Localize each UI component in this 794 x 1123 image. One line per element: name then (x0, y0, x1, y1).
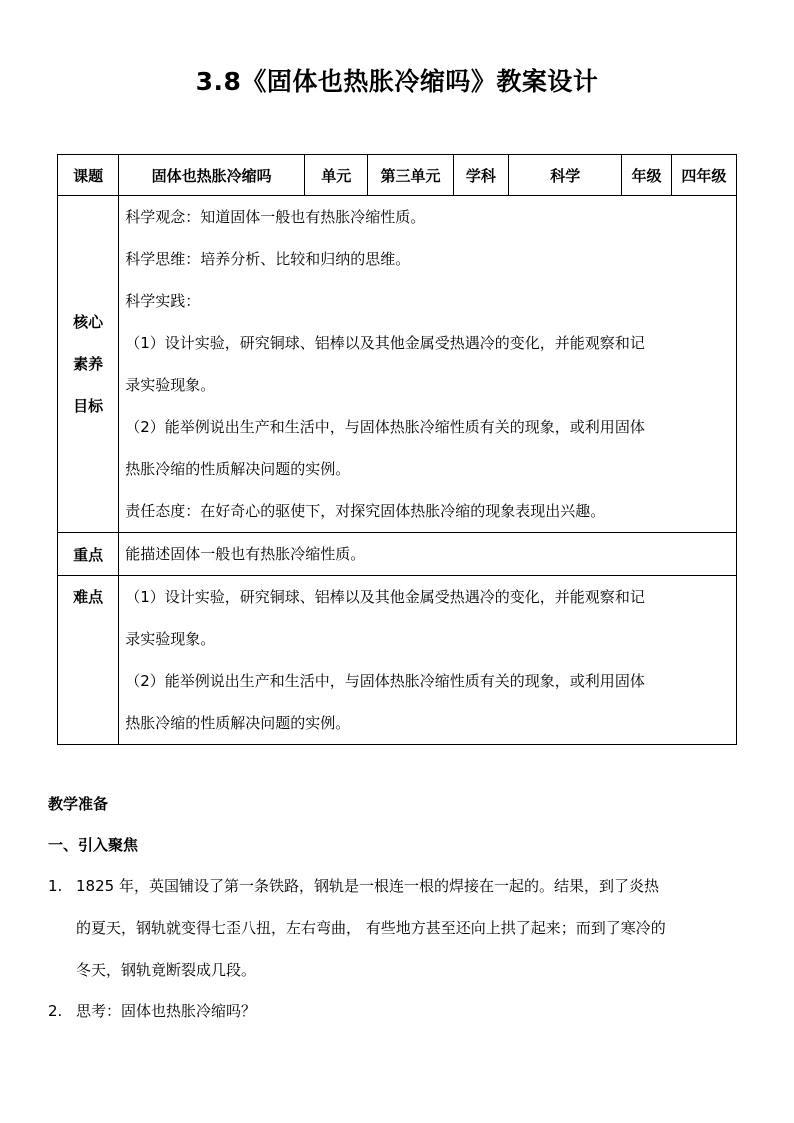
core-line: 科学观念：知道固体一般也有热胀冷缩性质。 (125, 208, 426, 226)
core-line: （2）能举例说出生产和生活中，与固体热胀冷缩性质有关的现象，或利用固体 (125, 418, 645, 436)
table-header-row (58, 155, 737, 196)
core-line: 录实验现象。 (125, 376, 216, 394)
item-1-number: 1. (48, 877, 63, 895)
item-1-line: 的夏天，钢轨就变得七歪八扭，左右弯曲， 有些地方甚至还向上拱了起来；而到了寒冷的 (76, 919, 666, 937)
subject-value: 科学 (508, 155, 622, 196)
core-label-line-3: 目标 (73, 397, 104, 415)
item-1-line: 冬天，钢轨竟断裂成几段。 (76, 961, 257, 979)
difficulty-line: 录实验现象。 (125, 630, 216, 648)
core-line: 热胀冷缩的性质解决问题的实例。 (125, 460, 351, 478)
unit-label: 单元 (305, 155, 368, 196)
core-goals-row (58, 196, 737, 533)
page-title: 3.8《固体也热胀冷缩吗》教案设计 (195, 67, 599, 96)
unit-value: 第三单元 (368, 155, 453, 196)
key-point-row (58, 533, 737, 576)
core-goals-content (119, 196, 737, 533)
topic-value: 固体也热胀冷缩吗 (119, 155, 305, 196)
lesson-info-table (57, 154, 737, 745)
difficulty-line: （1）设计实验，研究铜球、铝棒以及其他金属受热遇冷的变化，并能观察和记 (125, 588, 645, 606)
core-line: （1）设计实验，研究铜球、铝棒以及其他金属受热遇冷的变化，并能观察和记 (125, 334, 645, 352)
item-2-line: 思考：固体也热胀冷缩吗？ (76, 1002, 257, 1020)
difficulty-content (119, 576, 737, 745)
core-line: 责任态度：在好奇心的驱使下，对探究固体热胀冷缩的现象表现出兴趣。 (125, 502, 606, 520)
difficulty-line: 热胀冷缩的性质解决问题的实例。 (125, 714, 351, 732)
teaching-prep-heading: 教学准备 (48, 795, 109, 813)
list-item-1 (48, 865, 748, 991)
key-point-label: 重点 (58, 533, 119, 576)
list-item-2 (48, 990, 748, 1032)
item-2-number: 2. (48, 1002, 63, 1020)
difficulty-label-text: 难点 (73, 588, 104, 606)
core-line: 科学思维：培养分析、比较和归纳的思维。 (125, 250, 411, 268)
subject-label: 学科 (453, 155, 508, 196)
section-1-heading: 一、引入聚焦 (48, 836, 139, 854)
key-point-text: 能描述固体一般也有热胀冷缩性质。 (119, 533, 737, 576)
difficulty-line: （2）能举例说出生产和生活中，与固体热胀冷缩性质有关的现象，或利用固体 (125, 672, 645, 690)
topic-label: 课题 (58, 155, 119, 196)
grade-label: 年级 (622, 155, 671, 196)
core-label-line-1: 核心 (73, 313, 104, 331)
core-goals-label (58, 196, 119, 533)
item-1-line: 1825 年，英国铺设了第一条铁路，钢轨是一根连一根的焊接在一起的。结果，到了炎热 (76, 877, 659, 895)
core-label-line-2: 素养 (73, 355, 104, 373)
difficulty-label (58, 576, 119, 745)
grade-value: 四年级 (671, 155, 736, 196)
core-line: 科学实践： (125, 292, 201, 310)
difficulty-row (58, 576, 737, 745)
